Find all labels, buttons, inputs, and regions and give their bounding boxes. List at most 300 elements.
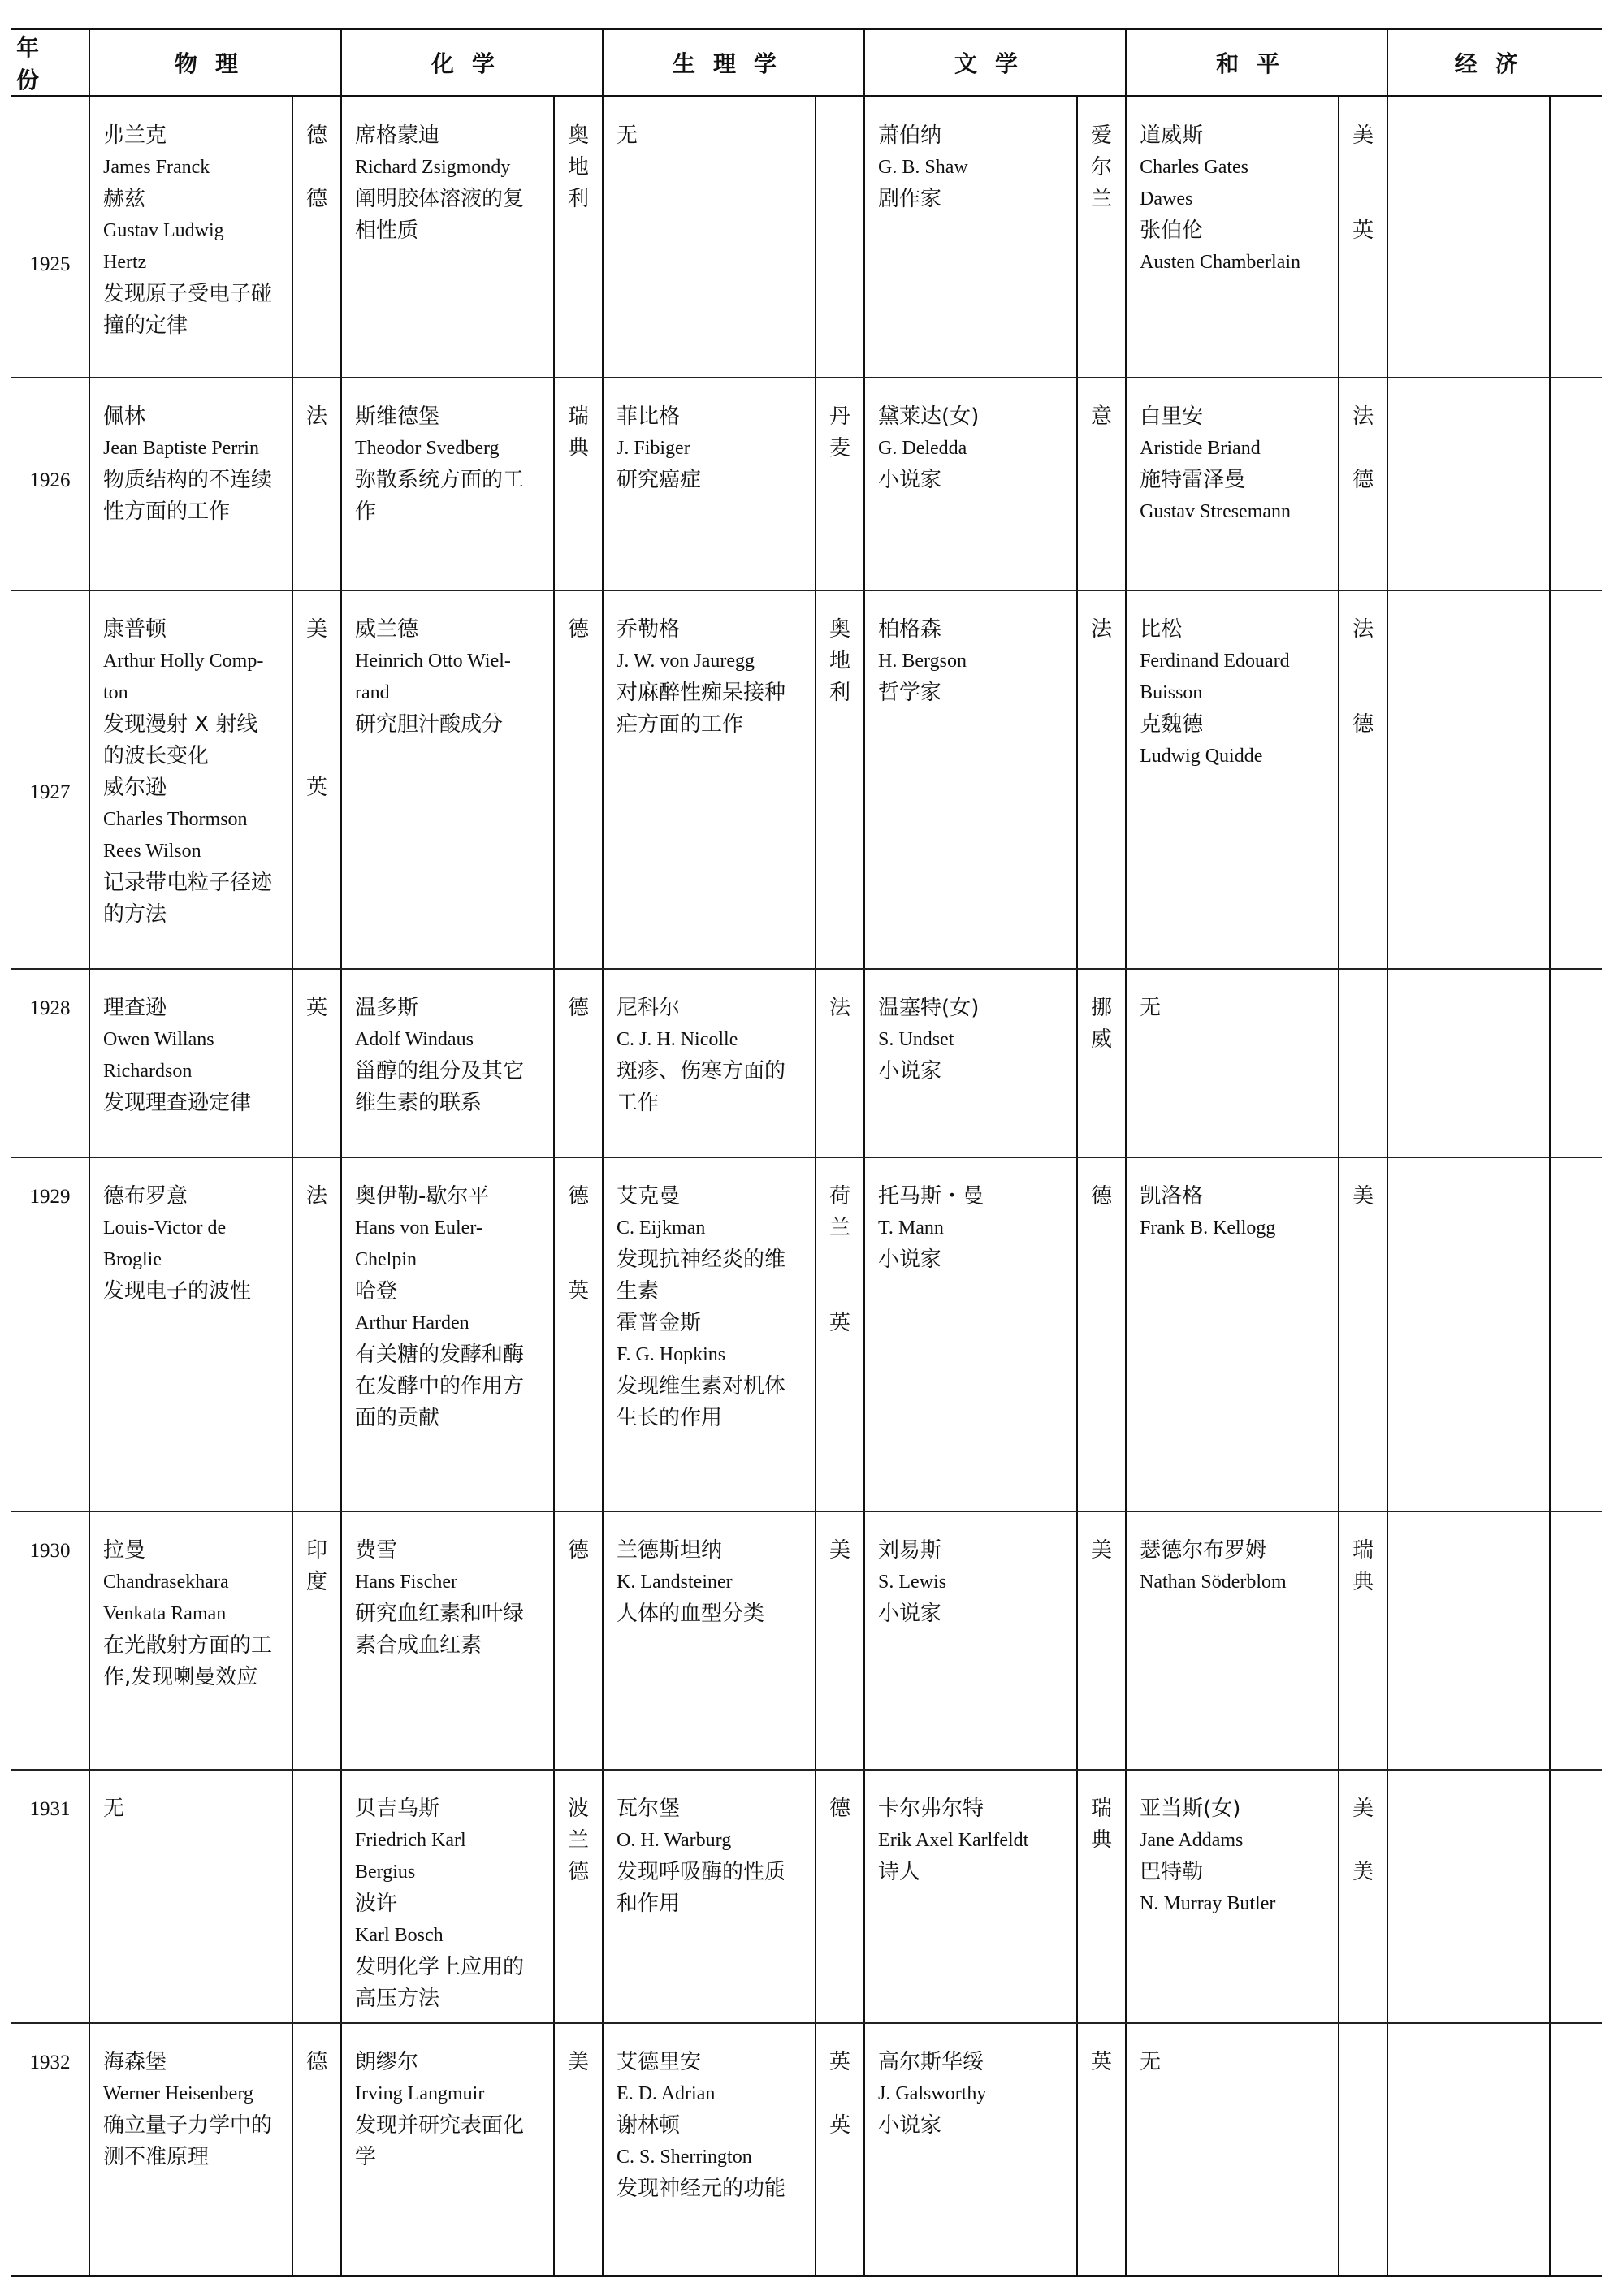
peace-nationality-char [1339, 184, 1387, 215]
year-label: 1925 [29, 253, 71, 275]
year-cell [11, 590, 89, 969]
medicine-text-line: K. Landsteiner [617, 1571, 733, 1593]
medicine-text-line: O. H. Warburg [617, 1829, 732, 1851]
literature-text-line: G. Deledda [878, 437, 967, 459]
literature-nationality-char: 英 [1091, 2049, 1113, 2074]
chemistry-nationality-char: 英 [568, 1278, 590, 1304]
chemistry-text-line: Chelpin [355, 1248, 418, 1270]
physics-text-line: Werner Heisenberg [103, 2082, 253, 2104]
medicine-nationality-char: 英 [829, 1310, 851, 1335]
literature-nationality-cell [1077, 590, 1126, 969]
medicine-nationality-char: 德 [829, 1796, 851, 1821]
peace-nationality-char: 美 [1352, 123, 1374, 148]
peace-nationality-char: 法 [1352, 404, 1374, 429]
physics-nationality-cell [292, 1157, 341, 1511]
economics-nationality-cell [1550, 590, 1602, 969]
header-physics: 物理 [89, 29, 341, 97]
literature-nationality-char: 威 [1091, 1027, 1113, 1052]
medicine-text-line: 发现神经元的功能 [617, 2176, 786, 2201]
year-cell [11, 969, 89, 1157]
chemistry-text-line: 费雪 [355, 1537, 398, 1563]
medicine-cell [603, 590, 816, 969]
year-label: 1926 [29, 469, 71, 491]
peace-text-line: 张伯伦 [1140, 218, 1204, 243]
medicine-nationality-cell [816, 1157, 864, 1511]
peace-text-line: 白里安 [1140, 404, 1204, 429]
chemistry-nationality-cell [554, 590, 603, 969]
chemistry-text-line: 在发酵中的作用方 [355, 1373, 525, 1399]
peace-cell [1126, 1157, 1339, 1511]
literature-text-line: 刘易斯 [878, 1537, 942, 1563]
peace-nationality-cell [1339, 969, 1387, 1157]
literature-text-line: 小说家 [878, 467, 942, 492]
chemistry-nationality-char: 美 [568, 2049, 590, 2074]
medicine-text-line: J. W. von Jauregg [617, 650, 755, 672]
chemistry-text-line: Adolf Windaus [355, 1028, 474, 1050]
peace-nationality-cell [1339, 97, 1387, 378]
medicine-text-line: 生长的作用 [617, 1405, 723, 1430]
physics-cell [89, 97, 292, 378]
year-cell [11, 1157, 89, 1511]
chemistry-text-line: Bergius [355, 1861, 416, 1883]
medicine-text-line: 和作用 [617, 1891, 681, 1916]
year-label: 1932 [29, 2051, 71, 2073]
economics-nationality-cell [1550, 969, 1602, 1157]
physics-text-line: Owen Willans [103, 1028, 214, 1050]
physics-nationality-cell [292, 590, 341, 969]
physics-text-line: 发现电子的波性 [103, 1278, 252, 1304]
peace-text-line: 比松 [1140, 616, 1183, 642]
medicine-text-line: 乔勒格 [617, 616, 681, 642]
physics-nationality-char [293, 677, 340, 709]
literature-cell [864, 590, 1077, 969]
chemistry-text-line: 贝吉乌斯 [355, 1796, 440, 1821]
literature-nationality-char: 尔 [1091, 155, 1113, 179]
chemistry-nationality-char: 利 [568, 187, 590, 211]
chemistry-text-line: 发现并研究表面化 [355, 2112, 525, 2138]
medicine-nationality-char: 麦 [829, 435, 851, 460]
literature-text-line: 诗人 [878, 1859, 921, 1884]
literature-cell [864, 1511, 1077, 1770]
header-economics: 经济 [1387, 29, 1602, 97]
physics-nationality-char: 印 [306, 1537, 328, 1563]
year-cell [11, 1770, 89, 2023]
peace-cell [1126, 378, 1339, 590]
literature-nationality-char: 德 [1091, 1183, 1113, 1209]
physics-nationality-char: 美 [306, 616, 328, 642]
economics-cell [1387, 97, 1550, 378]
physics-text-line: 发现原子受电子碰 [103, 282, 273, 306]
medicine-text-line: 发现抗神经炎的维 [617, 1247, 786, 1272]
chemistry-cell [341, 1770, 554, 2023]
peace-text-line: 无 [1140, 995, 1162, 1020]
chemistry-text-line: 有关糖的发酵和酶 [355, 1342, 525, 1367]
chemistry-nationality-cell [554, 378, 603, 590]
medicine-nationality-char: 英 [829, 2049, 851, 2074]
medicine-nationality-char: 丹 [829, 404, 851, 429]
economics-nationality-cell [1550, 1511, 1602, 1770]
physics-text-line: 的方法 [103, 902, 167, 927]
medicine-nationality-char: 法 [829, 995, 851, 1020]
chemistry-nationality-char: 典 [568, 435, 590, 460]
chemistry-text-line: 哈登 [355, 1278, 398, 1304]
literature-cell [864, 2023, 1077, 2277]
physics-text-line: 记录带电粒子径迹 [103, 870, 273, 895]
economics-nationality-cell [1550, 2023, 1602, 2277]
header-peace: 和平 [1126, 29, 1387, 97]
chemistry-text-line: Richard Zsigmondy [355, 157, 511, 178]
year-cell [11, 1511, 89, 1770]
peace-nationality-char: 美 [1352, 1796, 1374, 1821]
chemistry-text-line: Irving Langmuir [355, 2082, 485, 2104]
table-row [11, 969, 1602, 1157]
chemistry-text-line: Karl Bosch [355, 1924, 444, 1946]
physics-cell [89, 1157, 292, 1511]
peace-cell [1126, 97, 1339, 378]
physics-text-line: 佩林 [103, 404, 146, 429]
medicine-nationality-char [816, 1276, 863, 1308]
physics-text-line: Louis-Victor de [103, 1217, 227, 1239]
peace-text-line: Ludwig Quidde [1140, 745, 1263, 767]
peace-text-line: 道威斯 [1140, 123, 1204, 148]
peace-cell [1126, 590, 1339, 969]
literature-nationality-char: 美 [1091, 1537, 1113, 1563]
physics-cell [89, 1511, 292, 1770]
literature-nationality-char: 爱 [1091, 123, 1113, 148]
chemistry-nationality-char: 德 [568, 1183, 590, 1209]
header-row [11, 29, 1602, 97]
economics-nationality-cell [1550, 97, 1602, 378]
peace-text-line: 施特雷泽曼 [1140, 467, 1246, 492]
chemistry-text-line: Hans Fischer [355, 1571, 457, 1593]
medicine-text-line: 艾德里安 [617, 2049, 702, 2074]
medicine-nationality-char: 美 [829, 1537, 851, 1563]
physics-text-line: 发现理查逊定律 [103, 1090, 252, 1115]
literature-text-line: J. Galsworthy [878, 2082, 987, 2104]
physics-text-line: 撞的定律 [103, 313, 188, 338]
chemistry-text-line: 奥伊勒-歇尔平 [355, 1183, 490, 1209]
physics-text-line: 理查逊 [103, 995, 167, 1020]
peace-text-line: Jane Addams [1140, 1829, 1244, 1851]
medicine-text-line: J. Fibiger [617, 437, 690, 459]
literature-text-line: 小说家 [878, 2112, 942, 2138]
medicine-cell [603, 1157, 816, 1511]
chemistry-text-line: 朗缪尔 [355, 2049, 419, 2074]
literature-text-line: S. Lewis [878, 1571, 947, 1593]
table-row [11, 97, 1602, 378]
peace-nationality-cell [1339, 378, 1387, 590]
physics-text-line: Richardson [103, 1060, 193, 1082]
physics-nationality-char [293, 152, 340, 184]
peace-nationality-char [1339, 646, 1387, 677]
physics-nationality-char: 德 [306, 2049, 328, 2074]
economics-cell [1387, 378, 1550, 590]
peace-text-line: Nathan Söderblom [1140, 1571, 1287, 1593]
chemistry-nationality-char: 兰 [568, 1827, 590, 1853]
header-medicine: 生理学 [603, 29, 864, 97]
literature-text-line: H. Bergson [878, 650, 967, 672]
literature-cell [864, 97, 1077, 378]
literature-nationality-cell [1077, 1770, 1126, 2023]
peace-nationality-char: 瑞 [1352, 1537, 1374, 1563]
literature-text-line: 柏格森 [878, 616, 942, 642]
medicine-text-line: 发现呼吸酶的性质 [617, 1859, 786, 1884]
chemistry-cell [341, 1511, 554, 1770]
peace-text-line: Buisson [1140, 681, 1203, 703]
medicine-cell [603, 2023, 816, 2277]
physics-text-line: 弗兰克 [103, 123, 167, 148]
literature-nationality-char: 法 [1091, 616, 1113, 642]
chemistry-text-line: 发明化学上应用的 [355, 1954, 525, 1979]
medicine-text-line: 对麻醉性痴呆接种 [617, 680, 786, 705]
physics-nationality-char: 法 [306, 1183, 328, 1209]
medicine-text-line: C. J. H. Nicolle [617, 1028, 738, 1050]
economics-cell [1387, 1770, 1550, 2023]
literature-text-line: 剧作家 [878, 187, 942, 211]
medicine-nationality-char: 英 [829, 2112, 851, 2138]
literature-text-line: 哲学家 [878, 680, 942, 705]
year-label: 1928 [29, 997, 71, 1019]
peace-nationality-char: 德 [1352, 711, 1374, 737]
chemistry-text-line: 阐明胶体溶液的复 [355, 187, 525, 211]
year-label: 1929 [29, 1185, 71, 1208]
header-year: 年份 [11, 29, 89, 97]
physics-text-line: Charles Thormson [103, 808, 248, 830]
medicine-nationality-char: 利 [829, 680, 851, 705]
literature-nationality-char: 意 [1091, 404, 1113, 429]
medicine-nationality-cell [816, 378, 864, 590]
physics-text-line: James Franck [103, 157, 210, 178]
peace-text-line: Frank B. Kellogg [1140, 1217, 1276, 1239]
physics-cell [89, 378, 292, 590]
chemistry-text-line: 研究血红素和叶绿 [355, 1601, 525, 1626]
chemistry-text-line: 弥散系统方面的工 [355, 467, 525, 492]
chemistry-text-line: 相性质 [355, 218, 419, 243]
medicine-nationality-char: 兰 [829, 1215, 851, 1240]
chemistry-nationality-cell [554, 1157, 603, 1511]
medicine-text-line: 菲比格 [617, 404, 681, 429]
medicine-cell [603, 97, 816, 378]
literature-nationality-cell [1077, 97, 1126, 378]
literature-text-line: 卡尔弗尔特 [878, 1796, 984, 1821]
chemistry-nationality-char: 奥 [568, 123, 590, 148]
medicine-text-line: 斑疹、伤寒方面的 [617, 1058, 786, 1083]
literature-text-line: G. B. Shaw [878, 157, 968, 178]
physics-text-line: Hertz [103, 252, 147, 273]
peace-nationality-char: 美 [1352, 1183, 1374, 1209]
chemistry-nationality-char [555, 1244, 602, 1276]
physics-text-line: 拉曼 [103, 1537, 146, 1563]
peace-nationality-cell [1339, 1511, 1387, 1770]
physics-text-line: Gustav Ludwig [103, 220, 224, 241]
physics-nationality-char: 度 [306, 1569, 328, 1594]
physics-text-line: Jean Baptiste Perrin [103, 437, 259, 459]
chemistry-nationality-cell [554, 2023, 603, 2277]
medicine-nationality-cell [816, 2023, 864, 2277]
medicine-text-line: 艾克曼 [617, 1183, 681, 1209]
chemistry-text-line: 威兰德 [355, 616, 419, 642]
chemistry-nationality-char: 波 [568, 1796, 590, 1821]
economics-nationality-cell [1550, 1770, 1602, 2023]
year-label: 1930 [29, 1539, 71, 1562]
physics-text-line: 在光散射方面的工 [103, 1632, 273, 1658]
nobel-prize-table [11, 28, 1602, 2277]
medicine-nationality-cell [816, 590, 864, 969]
medicine-text-line: 人体的血型分类 [617, 1601, 765, 1626]
peace-text-line: Charles Gates [1140, 157, 1249, 178]
medicine-nationality-char: 荷 [829, 1183, 851, 1209]
literature-cell [864, 1157, 1077, 1511]
chemistry-cell [341, 1157, 554, 1511]
medicine-text-line: 霍普金斯 [617, 1310, 702, 1335]
peace-nationality-char: 英 [1352, 218, 1374, 243]
peace-cell [1126, 2023, 1339, 2277]
literature-text-line: 小说家 [878, 1058, 942, 1083]
literature-cell [864, 378, 1077, 590]
medicine-text-line: C. Eijkman [617, 1217, 706, 1239]
year-cell [11, 378, 89, 590]
physics-nationality-char [293, 709, 340, 741]
peace-text-line: Dawes [1140, 188, 1193, 210]
chemistry-nationality-char: 德 [568, 1859, 590, 1884]
table-row [11, 2023, 1602, 2277]
economics-cell [1387, 1511, 1550, 1770]
chemistry-text-line: 斯维德堡 [355, 404, 440, 429]
literature-nationality-cell [1077, 1511, 1126, 1770]
peace-text-line: Aristide Briand [1140, 437, 1261, 459]
physics-cell [89, 590, 292, 969]
medicine-text-line: 无 [617, 123, 638, 148]
physics-text-line: Broglie [103, 1248, 162, 1270]
physics-text-line: ton [103, 681, 128, 703]
chemistry-cell [341, 378, 554, 590]
year-label: 1927 [29, 780, 71, 803]
peace-nationality-char [1339, 677, 1387, 709]
literature-nationality-char: 兰 [1091, 187, 1113, 211]
peace-nationality-cell [1339, 1770, 1387, 2023]
peace-text-line: Ferdinand Edouard [1140, 650, 1290, 672]
chemistry-text-line: Arthur Harden [355, 1312, 469, 1334]
physics-nationality-cell [292, 97, 341, 378]
year-cell [11, 2023, 89, 2277]
chemistry-text-line: 作 [355, 499, 377, 524]
literature-text-line: 小说家 [878, 1601, 942, 1626]
physics-text-line: 发现漫射 X 射线 [103, 711, 258, 737]
peace-text-line: 凯洛格 [1140, 1183, 1204, 1209]
physics-text-line: 德布罗意 [103, 1183, 188, 1209]
physics-nationality-cell [292, 1770, 341, 2023]
header-literature: 文学 [864, 29, 1126, 97]
literature-text-line: S. Undset [878, 1028, 954, 1050]
physics-nationality-cell [292, 1511, 341, 1770]
chemistry-text-line: 温多斯 [355, 995, 419, 1020]
literature-text-line: 温塞特(女) [878, 995, 980, 1020]
medicine-nationality-cell [816, 969, 864, 1157]
medicine-text-line: E. D. Adrian [617, 2082, 716, 2104]
economics-cell [1387, 969, 1550, 1157]
physics-text-line: 康普顿 [103, 616, 167, 642]
physics-text-line: 赫兹 [103, 187, 146, 211]
chemistry-text-line: 甾醇的组分及其它 [355, 1058, 525, 1083]
peace-text-line: 瑟德尔布罗姆 [1140, 1537, 1267, 1563]
chemistry-text-line: 波许 [355, 1891, 398, 1916]
chemistry-nationality-cell [554, 1511, 603, 1770]
physics-text-line: 确立量子力学中的 [103, 2112, 273, 2138]
economics-nationality-cell [1550, 1157, 1602, 1511]
year-cell [11, 97, 89, 378]
medicine-text-line: 生素 [617, 1278, 660, 1304]
medicine-text-line: C. S. Sherrington [617, 2146, 752, 2168]
physics-cell [89, 1770, 292, 2023]
literature-nationality-cell [1077, 378, 1126, 590]
medicine-cell [603, 1511, 816, 1770]
table-row [11, 1770, 1602, 2023]
chemistry-text-line: 席格蒙迪 [355, 123, 440, 148]
chemistry-nationality-char: 德 [568, 1537, 590, 1563]
chemistry-nationality-char: 德 [568, 616, 590, 642]
peace-text-line: Austen Chamberlain [1140, 252, 1301, 273]
physics-text-line: Arthur Holly Comp- [103, 650, 264, 672]
chemistry-text-line: 高压方法 [355, 1986, 440, 2011]
chemistry-text-line: 面的贡献 [355, 1405, 440, 1430]
chemistry-nationality-char: 地 [568, 155, 590, 179]
medicine-text-line: F. G. Hopkins [617, 1343, 726, 1365]
chemistry-text-line: Theodor Svedberg [355, 437, 500, 459]
medicine-nationality-cell [816, 97, 864, 378]
economics-cell [1387, 2023, 1550, 2277]
chemistry-nationality-char: 瑞 [568, 404, 590, 429]
physics-text-line: 性方面的工作 [103, 499, 231, 524]
physics-nationality-char [293, 646, 340, 677]
peace-nationality-char: 典 [1352, 1569, 1374, 1594]
literature-text-line: 高尔斯华绥 [878, 2049, 984, 2074]
peace-text-line: 克魏德 [1140, 711, 1204, 737]
physics-text-line: 海森堡 [103, 2049, 167, 2074]
literature-text-line: 小说家 [878, 1247, 942, 1272]
chemistry-cell [341, 2023, 554, 2277]
peace-nationality-cell [1339, 590, 1387, 969]
table-row [11, 590, 1602, 969]
physics-text-line: Rees Wilson [103, 840, 201, 862]
physics-cell [89, 969, 292, 1157]
header-chemistry: 化学 [341, 29, 603, 97]
medicine-cell [603, 378, 816, 590]
literature-nationality-cell [1077, 1157, 1126, 1511]
literature-cell [864, 1770, 1077, 2023]
literature-nationality-char: 挪 [1091, 995, 1113, 1020]
chemistry-nationality-cell [554, 969, 603, 1157]
medicine-cell [603, 1770, 816, 2023]
physics-nationality-char: 德 [306, 187, 328, 211]
medicine-text-line: 兰德斯坦纳 [617, 1537, 723, 1563]
table-row [11, 378, 1602, 590]
medicine-text-line: 发现维生素对机体 [617, 1373, 786, 1399]
chemistry-nationality-cell [554, 1770, 603, 2023]
medicine-text-line: 疟方面的工作 [617, 711, 744, 737]
literature-text-line: 萧伯纳 [878, 123, 942, 148]
physics-nationality-cell [292, 2023, 341, 2277]
literature-text-line: 黛莱达(女) [878, 404, 980, 429]
peace-nationality-cell [1339, 1157, 1387, 1511]
medicine-nationality-char [816, 1244, 863, 1276]
peace-text-line: N. Murray Butler [1140, 1892, 1276, 1914]
economics-cell [1387, 1157, 1550, 1511]
literature-text-line: Erik Axel Karlfeldt [878, 1829, 1029, 1851]
peace-nationality-char: 德 [1352, 467, 1374, 492]
chemistry-cell [341, 97, 554, 378]
physics-cell [89, 2023, 292, 2277]
peace-cell [1126, 969, 1339, 1157]
